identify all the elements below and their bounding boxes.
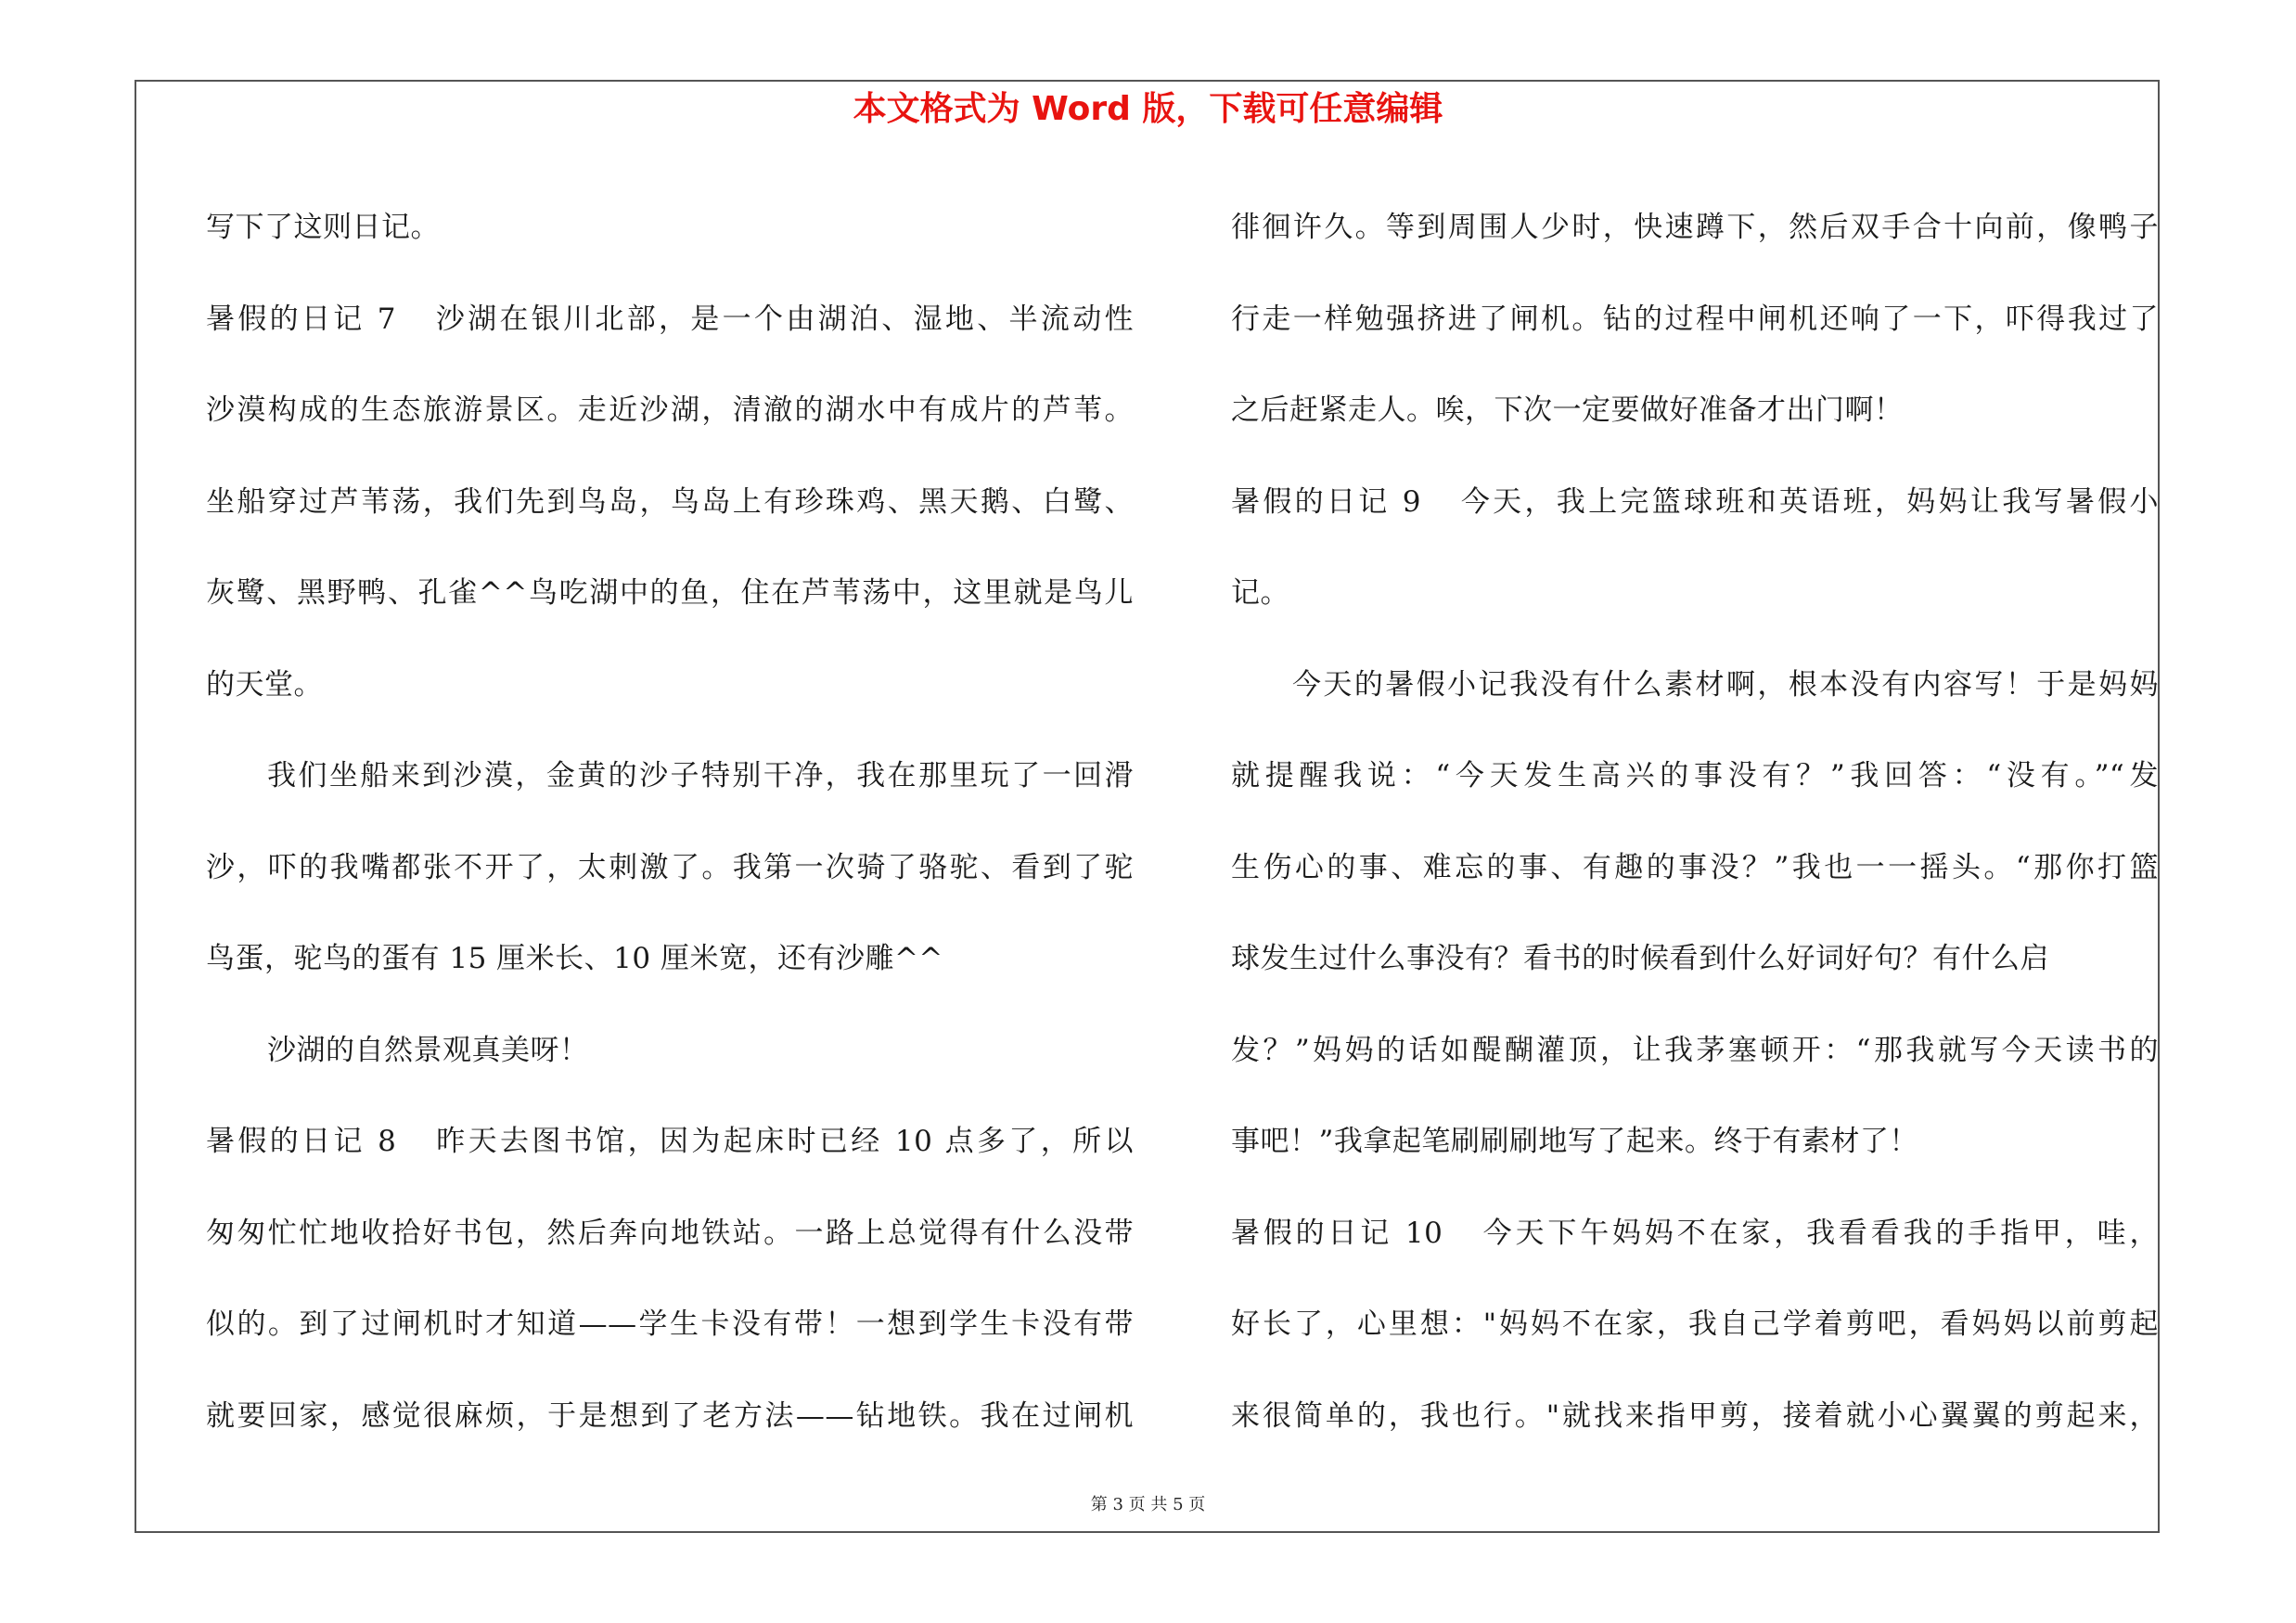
text-line: 事吧！”我拿起笔刷刷刷地写了起来。终于有素材了！	[1231, 1125, 1918, 1158]
diary-entry-title: 暑假的日记 8	[206, 1125, 397, 1158]
diary-entry-heading-line: 暑假的日记 8 昨天去图书馆，因为起床时已经 10 点多了，所以	[206, 1125, 1135, 1158]
text-line: 灰鹭、黑野鸭、孔雀^^鸟吃湖中的鱼，住在芦苇荡中，这里就是鸟儿	[206, 576, 1134, 610]
text-line: 徘徊许久。等到周围人少时，快速蹲下，然后双手合十向前，像鸭子	[1231, 211, 2159, 244]
diary-entry-title: 暑假的日记 7	[206, 302, 396, 336]
diary-entry-heading-line: 暑假的日记 9 今天，我上完篮球班和英语班，妈妈让我写暑假小	[1231, 484, 2160, 519]
paragraph-first-line: 今天的暑假小记我没有什么素材啊，根本没有内容写！于是妈妈	[1292, 667, 2159, 702]
diary-entry-title: 暑假的日记 10	[1231, 1216, 1443, 1250]
text-line: 沙，吓的我嘴都张不开了，太刺激了。我第一次骑了骆驼、看到了驼	[206, 850, 1134, 884]
left-text-column	[206, 182, 1134, 1462]
text-line: 的天堂。	[206, 667, 323, 702]
paragraph-first-line: 沙湖的自然景观真美呀！	[267, 1033, 589, 1067]
text-line: 发？”妈妈的话如醍醐灌顶，让我茅塞顿开：“那我就写今天读书的	[1231, 1033, 2159, 1067]
text-line: 鸟蛋，驼鸟的蛋有 15 厘米长、10 厘米宽，还有沙雕^^	[206, 942, 943, 975]
page-number-footer: 第 3 页 共 5 页	[1090, 1495, 1206, 1514]
text-line: 好长了，心里想："妈妈不在家，我自己学着剪吧，看妈妈以前剪起	[1231, 1307, 2159, 1341]
text-line: 之后赶紧走人。唉，下次一定要做好准备才出门啊！	[1231, 393, 1904, 427]
text-line: 沙漠构成的生态旅游景区。走近沙湖，清澈的湖水中有成片的芦苇。	[206, 393, 1134, 427]
text-line: 行走一样勉强挤进了闸机。钻的过程中闸机还响了一下，吓得我过了	[1231, 302, 2159, 336]
paragraph-first-line: 我们坐船来到沙漠，金黄的沙子特别干净，我在那里玩了一回滑	[267, 759, 1134, 792]
diary-entry-heading-line: 暑假的日记 10 今天下午妈妈不在家，我看看我的手指甲，哇，	[1231, 1216, 2159, 1250]
text-line: 写下了这则日记。	[206, 211, 440, 244]
text-line: 似的。到了过闸机时才知道——学生卡没有带！一想到学生卡没有带	[206, 1307, 1134, 1341]
text-line: 就要回家，感觉很麻烦，于是想到了老方法——钻地铁。我在过闸机	[206, 1398, 1134, 1433]
diary-entry-heading-line: 暑假的日记 7 沙湖在银川北部，是一个由湖泊、湿地、半流动性	[206, 302, 1135, 336]
diary-entry-title: 暑假的日记 9	[1231, 484, 1421, 519]
text-line: 匆匆忙忙地收拾好书包，然后奔向地铁站。一路上总觉得有什么没带	[206, 1216, 1134, 1250]
right-text-column	[1231, 182, 2159, 1462]
text-line: 记。	[1231, 576, 1289, 610]
text-line: 就提醒我说：“今天发生高兴的事没有？”我回答：“没有。”“发	[1231, 759, 2159, 792]
text-line: 坐船穿过芦苇荡，我们先到鸟岛，鸟岛上有珍珠鸡、黑天鹅、白鹭、	[206, 484, 1134, 519]
text-line: 来很简单的，我也行。"就找来指甲剪，接着就小心翼翼的剪起来，	[1231, 1398, 2159, 1433]
word-format-banner: 本文格式为 Word 版，下载可任意编辑	[853, 90, 1443, 128]
text-line: 生伤心的事、难忘的事、有趣的事没？”我也一一摇头。“那你打篮	[1231, 850, 2159, 884]
text-line: 球发生过什么事没有？看书的时候看到什么好词好句？有什么启	[1231, 942, 2049, 975]
